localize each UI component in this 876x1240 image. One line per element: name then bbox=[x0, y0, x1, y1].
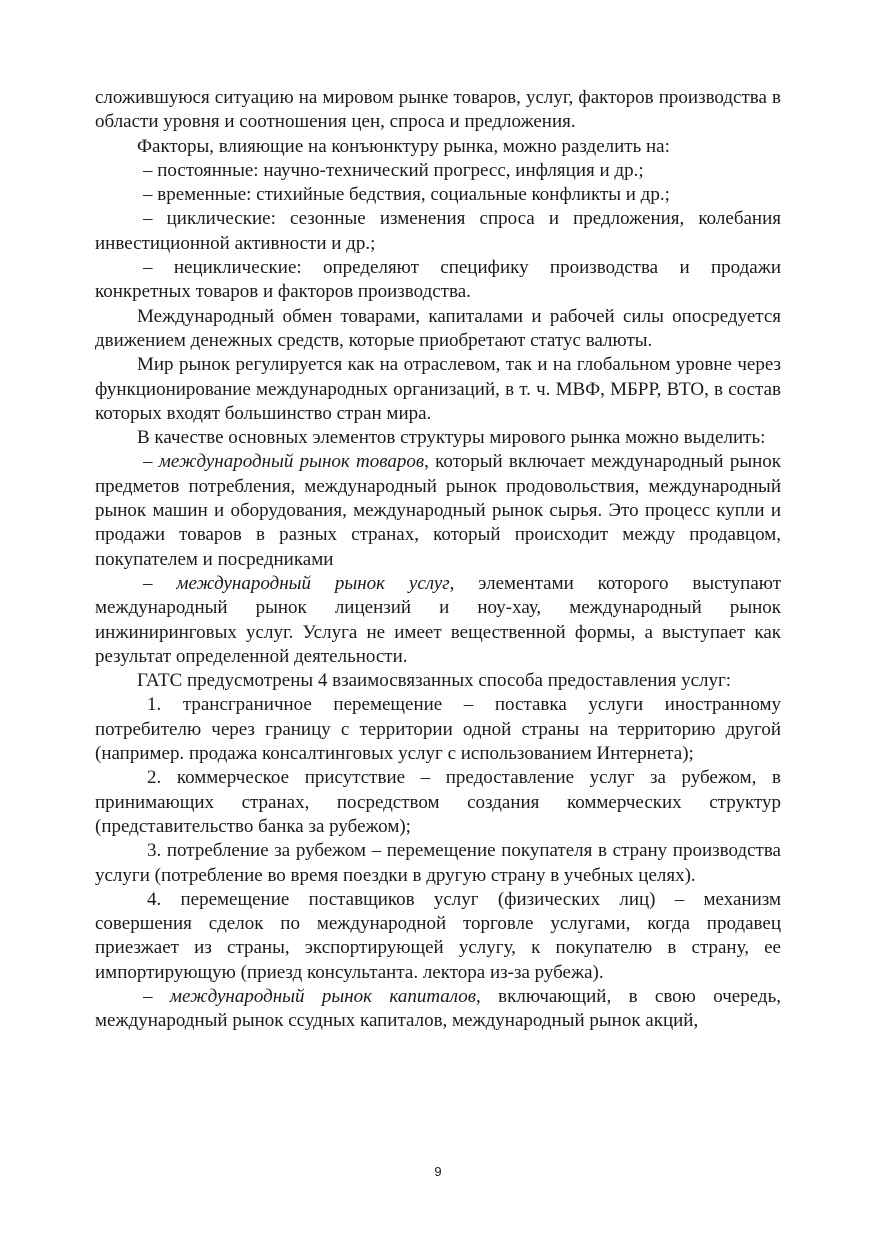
paragraph: Факторы, влияющие на конъюнктуру рынка, можно разделить на: bbox=[137, 135, 670, 157]
dash: – bbox=[143, 572, 177, 594]
paragraph: Мир рынок регулируется как на отраслевом, так и на глобальном уровне через функционирование международных организаций, в т. ч. МВФ, МБРР, ВТО, в состав которых входят большинство стран мира. bbox=[95, 354, 781, 424]
list-item bbox=[95, 985, 781, 1034]
numbered-item: 3. потребление за рубежом – перемещение покупателя в страну производства услуги (потребление во время поездки в другую страну в учебных целях). bbox=[95, 840, 781, 886]
list-item: – постоянные: научно-технический прогресс, инфляция и др.; bbox=[143, 159, 644, 181]
list-item: – циклические: сезонные изменения спроса и предложения, колебания инвестиционной активности и др.; bbox=[95, 208, 781, 254]
list-item bbox=[95, 450, 781, 571]
term-description: , элементами которого выступают международный рынок лицензий и ноу-хау, международный рынок инжиниринговых услуг. Услуга не имеет вещественной формы, а выступает как результат определенной деятельности. bbox=[95, 572, 781, 667]
dash: – bbox=[143, 451, 159, 473]
numbered-item: 1. трансграничное перемещение – поставка услуги иностранному потребителю через границу с территории одной страны на территорию другой (например. продажа консалтинговых услуг с использованием Интернета); bbox=[95, 694, 781, 765]
term: международный рынок товаров bbox=[158, 451, 425, 473]
list-item: – временные: стихийные бедствия, социальные конфликты и др.; bbox=[143, 184, 670, 206]
numbered-item: 4. перемещение поставщиков услуг (физических лиц) – механизм совершения сделок по международной торговле услугами, когда продавец приезжает из страны, экспортирующей услугу, к покупателю в страну, ее импортирующую (приезд консультанта. лектора из-за рубежа). bbox=[95, 888, 781, 983]
term: международный рынок капиталов bbox=[169, 985, 477, 1007]
list-item bbox=[95, 572, 781, 669]
paragraph: ГАТС предусмотрены 4 взаимосвязанных способа предоставления услуг: bbox=[137, 670, 732, 692]
page-number: 9 bbox=[434, 1164, 442, 1179]
paragraph: Международный обмен товарами, капиталами и рабочей силы опосредуется движением денежных средств, которые приобретают статус валюты. bbox=[95, 305, 781, 351]
term-description: , включающий, в свою очередь, международный рынок ссудных капиталов, международный рынок акций, bbox=[95, 985, 781, 1032]
term-description: , который включает международный рынок предметов потребления, международный рынок продовольствия, международный рынок машин и оборудования, международный рынок сырья. Это процесс купли и продажи товаров в разных странах, который происходит между продавцом, покупателем и посредниками bbox=[95, 451, 782, 570]
body-text bbox=[95, 86, 781, 1034]
paragraph: сложившуюся ситуацию на мировом рынке товаров, услуг, факторов производства в области уровня и соотношения цен, спроса и предложения. bbox=[95, 87, 781, 133]
term: международный рынок услуг bbox=[176, 572, 450, 594]
paragraph: В качестве основных элементов структуры мирового рынка можно выделить: bbox=[137, 427, 766, 449]
list-item: – нециклические: определяют специфику производства и продажи конкретных товаров и факторов производства. bbox=[95, 257, 781, 303]
numbered-item: 2. коммерческое присутствие – предоставление услуг за рубежом, в принимающих странах, посредством создания коммерческих структур (представительство банка за рубежом); bbox=[95, 767, 781, 837]
dash: – bbox=[143, 985, 170, 1007]
